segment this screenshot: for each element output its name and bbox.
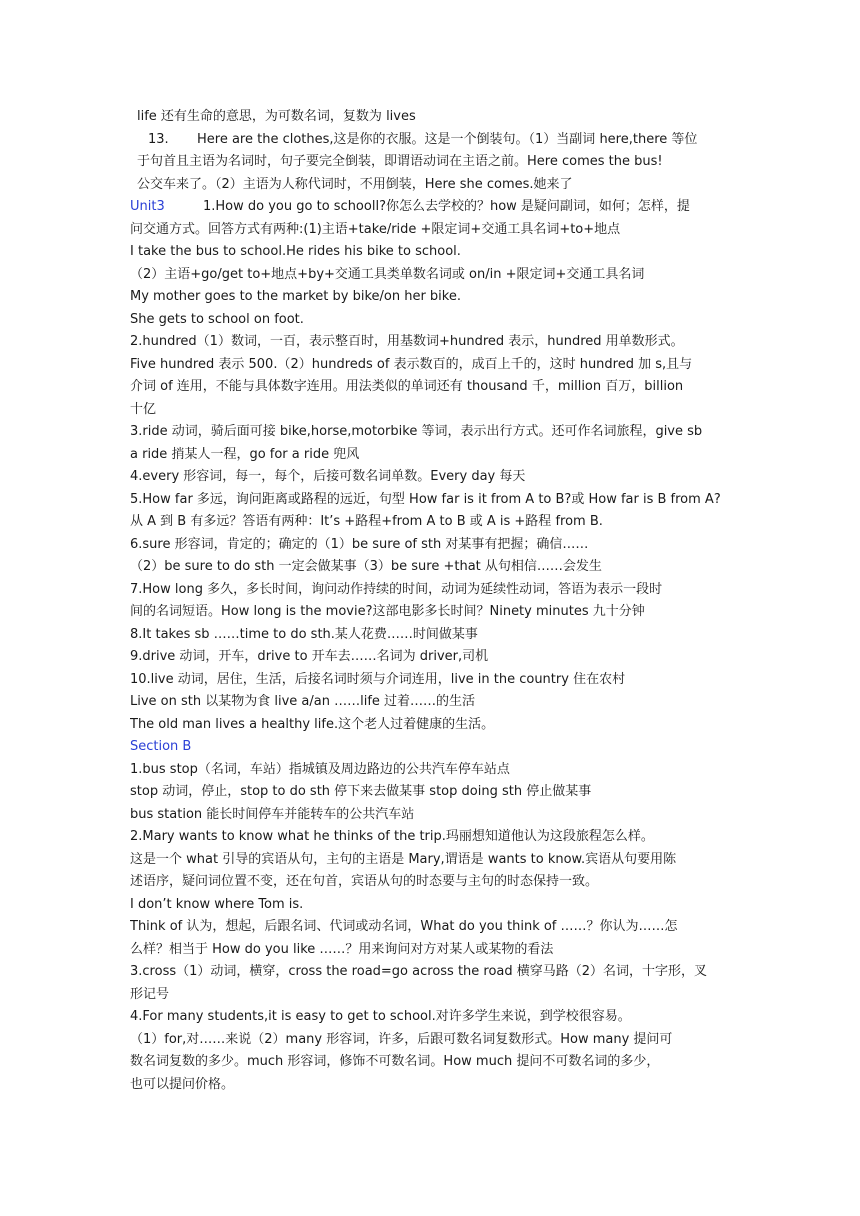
text-line: life 还有生命的意思，为可数名词，复数为 lives xyxy=(137,109,416,124)
text-line: 间的名词短语。How long is the movie?这部电影多长时间？Ninety minutes 九十分钟 xyxy=(130,604,645,619)
text-line: （2）be sure to do sth 一定会做某事（3）be sure +that 从句相信……会发生 xyxy=(130,559,602,574)
text-line: 数名词复数的多少。much 形容词，修饰不可数名词。How much 提问不可数名词的多少， xyxy=(130,1054,660,1069)
item-13-line xyxy=(130,129,731,152)
text-line: Think of 认为，想起，后跟名词、代词或动名词，What do you think of ……？你认为……怎 xyxy=(130,919,678,934)
text-line: （2）主语+go/get to+地点+by+交通工具类单数名词或 on/in +限定词+交通工具名词 xyxy=(130,266,645,282)
text-line: 3.ride 动词，骑后面可接 bike,horse,motorbike 等词，表示出行方式。还可作名词旅程，give sb xyxy=(130,424,703,439)
text-line: 6.sure 形容词，肯定的；确定的（1）be sure of sth 对某事有把握；确信…… xyxy=(130,536,589,552)
text-line: 1.bus stop（名词，车站）指城镇及周边路边的公共汽车停车站点 xyxy=(130,761,510,777)
text-line: 这是一个 what 引导的宾语从句，主句的主语是 Mary,谓语是 wants to know.宾语从句要用陈 xyxy=(130,851,677,867)
text-span: Here are the clothes,这是你的衣服。这是一个倒装句。（1）当副词 here,there 等位 xyxy=(197,131,698,147)
unit-heading: Unit3 xyxy=(130,199,165,214)
text-line: 么样？相当于 How do you like ……？用来询问对方对某人或某物的看法 xyxy=(130,941,554,957)
text-line: The old man lives a healthy life.这个老人过着健康的生活。 xyxy=(130,716,495,732)
text-line: I take the bus to school.He rides his bike to school. xyxy=(130,244,461,259)
text-line: 4.For many students,it is easy to get to school.对许多学生来说，到学校很容易。 xyxy=(130,1009,631,1024)
text-line: Five hundred 表示 500.（2）hundreds of 表示数百的，成百上千的，这时 hundred 加 s,且与 xyxy=(130,356,693,372)
text-line: 9.drive 动词，开车，drive to 开车去……名词为 driver,司机 xyxy=(130,649,489,664)
text-line: bus station 能长时间停车并能转车的公共汽车站 xyxy=(130,806,415,822)
text-line: 十亿 xyxy=(130,401,157,417)
text-line: 10.live 动词，居住，生活，后接名词时须与介词连用，live in the country 住在农村 xyxy=(130,671,626,687)
text-line: 也可以提问价格。 xyxy=(130,1076,235,1092)
text-line: 5.How far 多远，询问距离或路程的远近，句型 How far is it from A to B?或 How far is B from A? xyxy=(130,491,721,507)
text-line: 介词 of 连用，不能与具体数字连用。用法类似的单词还有 thousand 千，million 百万，billion xyxy=(130,379,684,394)
text-line: My mother goes to the market by bike/on her bike. xyxy=(130,289,461,304)
text-line: （1）for,对……来说（2）many 形容词，许多，后跟可数名词复数形式。How many 提问可 xyxy=(130,1031,673,1047)
text-line: 问交通方式。回答方式有两种:(1)主语+take/ride +限定词+交通工具名词+to+地点 xyxy=(130,221,621,237)
text-line: 2.hundred（1）数词，一百，表示整百时，用基数词+hundred 表示，hundred 用单数形式。 xyxy=(130,334,684,349)
text-line: 7.How long 多久，多长时间，询问动作持续的时间，动词为延续性动词，答语为表示一段时 xyxy=(130,581,663,597)
text-line: Live on sth 以某物为食 live a/an ……life 过着……的生活 xyxy=(130,694,476,709)
text-line: 8.It takes sb ……time to do sth.某人花费……时间做某事 xyxy=(130,626,478,642)
text-line: 公交车来了。（2）主语为人称代词时，不用倒装，Here she comes.她来了 xyxy=(137,176,573,192)
text-line: stop 动词，停止，stop to do sth 停下来去做某事 stop doing sth 停止做某事 xyxy=(130,784,592,799)
text-span: 1.How do you go to schooll?你怎么去学校的？how 是疑问副词，如何；怎样，提 xyxy=(203,199,690,214)
text-line: 4.every 形容词，每一，每个，后接可数名词单数。Every day 每天 xyxy=(130,469,526,484)
document-body xyxy=(130,106,731,1096)
text-line: a ride 捎某人一程，go for a ride 兜风 xyxy=(130,446,360,462)
text-line: She gets to school on foot. xyxy=(130,311,304,327)
text-line: 于句首且主语为名词时，句子要完全倒装，即谓语动词在主语之前。Here comes the bus! xyxy=(137,154,663,169)
text-line: 2.Mary wants to know what he thinks of the trip.玛丽想知道他认为这段旅程怎么样。 xyxy=(130,829,654,844)
unit3-line xyxy=(130,196,731,219)
text-line: 形记号 xyxy=(130,986,170,1002)
section-heading: Section B xyxy=(130,739,192,754)
text-line: 3.cross（1）动词，横穿，cross the road=go across the road 横穿马路（2）名词，十字形，叉 xyxy=(130,964,708,979)
text-line: 从 A 到 B 有多远？答语有两种：It’s +路程+from A to B 或 A is +路程 from B. xyxy=(130,514,603,529)
text-line: I don’t know where Tom is. xyxy=(130,896,304,912)
item-number: 13. xyxy=(148,131,169,147)
text-line: 述语序，疑问词位置不变，还在句首，宾语从句的时态要与主句的时态保持一致。 xyxy=(130,874,599,889)
